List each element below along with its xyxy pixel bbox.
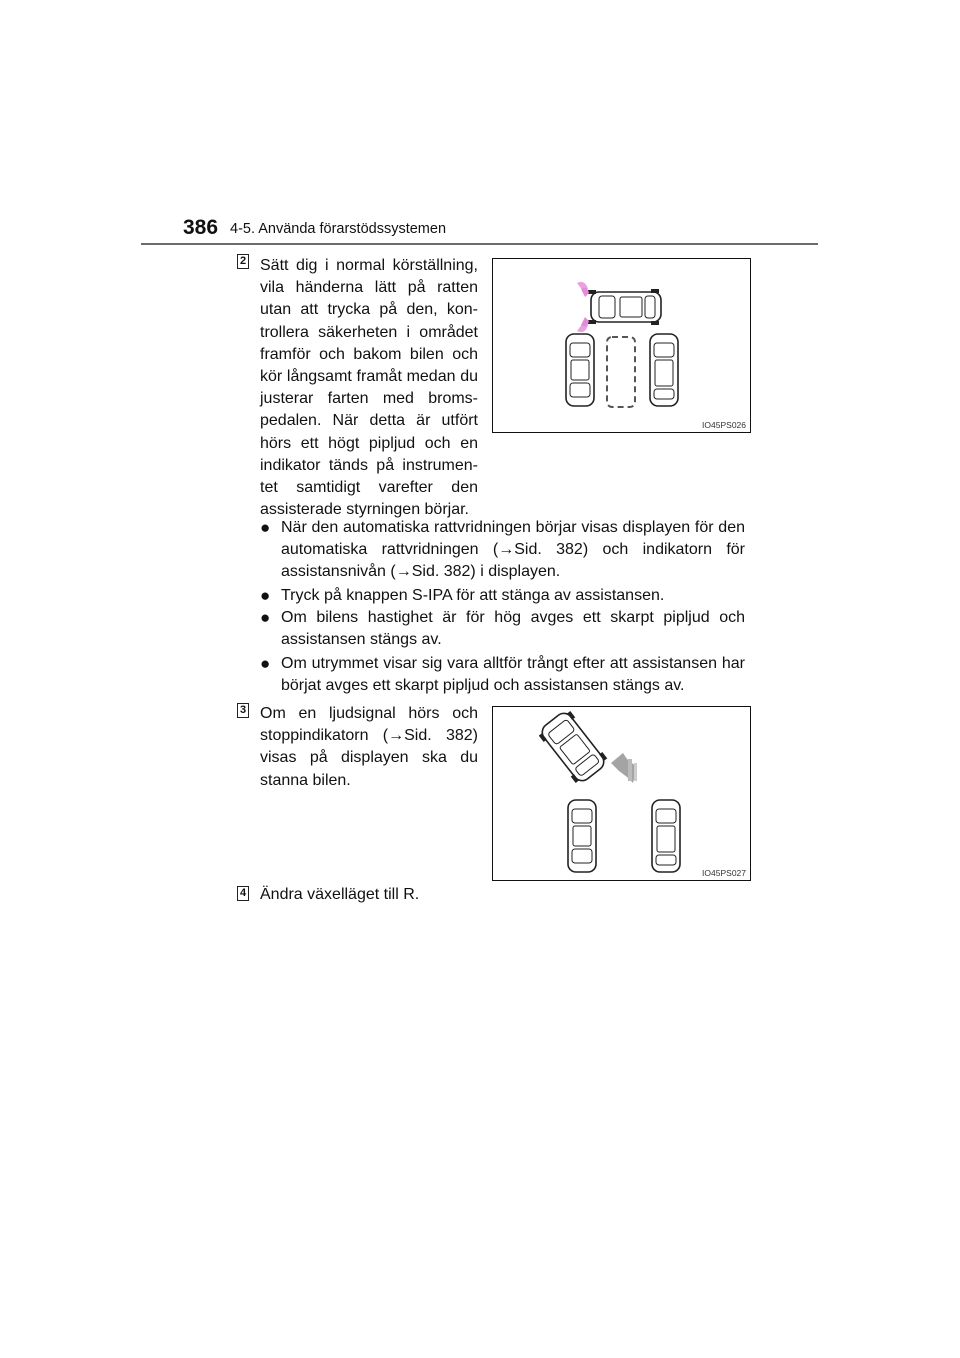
figure-car-stop bbox=[492, 706, 751, 881]
bullet-item bbox=[260, 585, 745, 607]
step-number-3: 3 bbox=[237, 703, 249, 718]
step-number-2: 2 bbox=[237, 254, 249, 269]
bullet-dot: ● bbox=[260, 608, 271, 627]
bullet-item bbox=[260, 653, 745, 697]
parking-illustration-1 bbox=[493, 259, 750, 432]
bullet-item bbox=[260, 517, 745, 584]
bullet-item bbox=[260, 607, 745, 651]
parked-car-left-icon bbox=[566, 334, 594, 406]
bullet-text: När den automatiska rattvridningen börjar visas displayen för den automatiska rattvridningen (→Sid. 382) och indikatorn för assistansnivån (→Sid. 382) i displayen. bbox=[281, 519, 745, 581]
step-2-text: Sätt dig i normal körställning, vila händerna lätt på ratten utan att trycka på den, kon-trollera säkerheten i området framför och bakom bilen och kör långsamt framåt medan du justerar farten med broms-pedalen. När detta är utfört hörs ett högt pipljud och en indikator tänds på instrumen-tet samtidigt varefter den assisterade styrningen börjar. bbox=[260, 257, 478, 519]
bullet-dot: ● bbox=[260, 518, 271, 537]
parked-car-right-icon bbox=[650, 334, 678, 406]
bullet-text: Tryck på knappen S-IPA för att stänga av assistansen. bbox=[281, 587, 665, 604]
step-3-text: Om en ljudsignal hörs och stoppindikatorn (→Sid. 382) visas på displayen ska du stanna bilen. bbox=[260, 705, 478, 789]
figure-car-parking-forward bbox=[492, 258, 751, 433]
own-car-icon bbox=[588, 289, 661, 325]
bullet-dot: ● bbox=[260, 654, 271, 673]
figure-code: IO45PS027 bbox=[702, 868, 746, 878]
bullet-text: Om utrymmet visar sig vara alltför trångt efter att assistansen har börjat avges ett skarpt pipljud och assistansen stängs av. bbox=[281, 655, 745, 695]
page-number: 386 bbox=[183, 216, 219, 239]
parking-slot-outline bbox=[607, 337, 635, 407]
parked-car-right-icon bbox=[652, 800, 680, 872]
bullet-text: Om bilens hastighet är för hög avges ett skarpt pipljud och assistansen stängs av. bbox=[281, 609, 745, 649]
bullet-dot: ● bbox=[260, 586, 271, 605]
section-title: 4-5. Använda förarstödssystemen bbox=[230, 221, 447, 237]
own-car-angled-icon bbox=[536, 708, 609, 786]
parked-car-left-icon bbox=[568, 800, 596, 872]
motion-arrow-icon bbox=[611, 753, 637, 783]
sensor-wave-icon bbox=[577, 282, 589, 332]
parking-illustration-2 bbox=[493, 707, 750, 880]
step-number-4: 4 bbox=[237, 886, 249, 901]
step-4-text: Ändra växelläget till R. bbox=[260, 886, 420, 903]
figure-code: IO45PS026 bbox=[702, 420, 746, 430]
header-rule bbox=[141, 243, 818, 245]
